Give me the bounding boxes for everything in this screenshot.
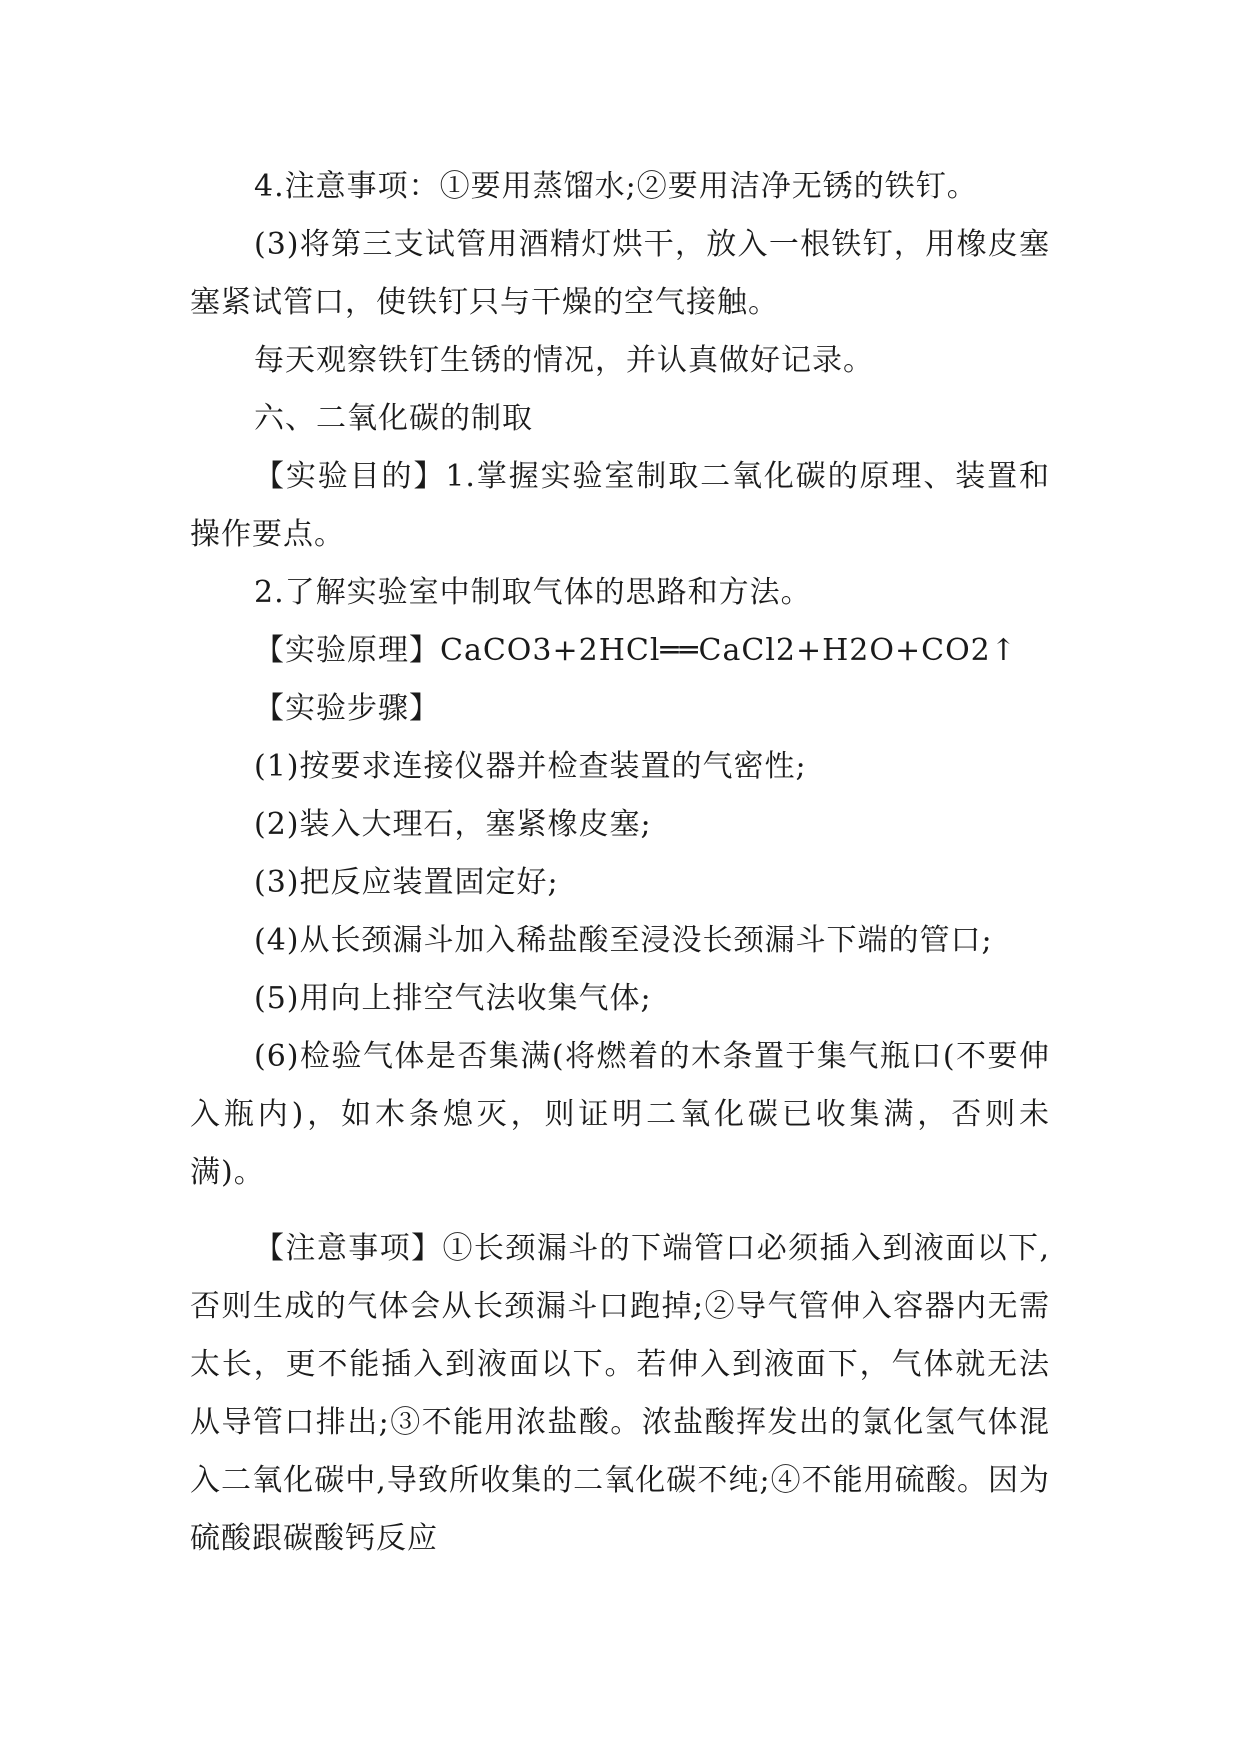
paragraph-notes-item-4: 4.注意事项：①要用蒸馏水;②要用洁净无锈的铁钉。	[254, 169, 978, 204]
step-6: (6)检验气体是否集满(将燃着的木条置于集气瓶口(不要伸入瓶内)，如木条熄灭，则证明二氧化碳已收集满，否则未满)。	[190, 1039, 1050, 1190]
step-3: (3)把反应装置固定好;	[254, 865, 559, 900]
step-4: (4)从长颈漏斗加入稀盐酸至浸没长颈漏斗下端的管口;	[254, 923, 993, 958]
paragraph-experiment-purpose: 【实验目的】1.掌握实验室制取二氧化碳的原理、装置和操作要点。	[190, 459, 1050, 552]
document-body	[190, 158, 1050, 1568]
paragraph-purpose-item-2: 2.了解实验室中制取气体的思路和方法。	[254, 575, 812, 610]
section-heading-co2-preparation: 六、二氧化碳的制取	[254, 401, 533, 436]
step-1: (1)按要求连接仪器并检查装置的气密性;	[254, 749, 807, 784]
step-5: (5)用向上排空气法收集气体;	[254, 981, 652, 1016]
paragraph-precautions: 【注意事项】①长颈漏斗的下端管口必须插入到液面以下,否则生成的气体会从长颈漏斗口跑掉;②导气管伸入容器内无需太长，更不能插入到液面以下。若伸入到液面下，气体就无法从导管口排出;③不能用浓盐酸。浓盐酸挥发出的氯化氢气体混入二氧化碳中,导致所收集的二氧化碳不纯;④不能用硫酸。因为硫酸跟碳酸钙反应	[190, 1231, 1050, 1556]
paragraph-daily-observation: 每天观察铁钉生锈的情况，并认真做好记录。	[254, 343, 874, 378]
paragraph-experiment-principle: 【实验原理】CaCO3+2HCl══CaCl2+H2O+CO2↑	[254, 633, 1017, 668]
paragraph-step-3-dry-tube: (3)将第三支试管用酒精灯烘干，放入一根铁钉，用橡皮塞塞紧试管口，使铁钉只与干燥的空气接触。	[190, 227, 1050, 320]
step-2: (2)装入大理石，塞紧橡皮塞;	[254, 807, 652, 842]
heading-experiment-steps: 【实验步骤】	[254, 691, 440, 726]
